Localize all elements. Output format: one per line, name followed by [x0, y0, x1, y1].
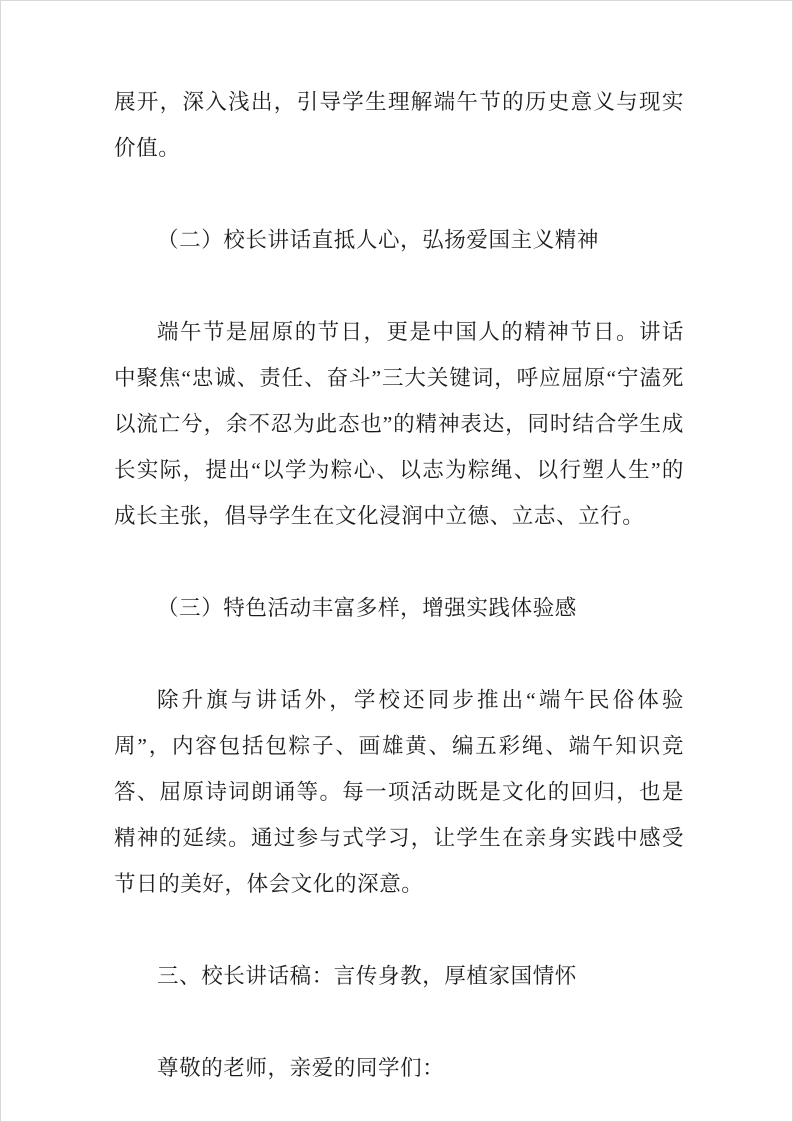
- speech-salutation: 尊敬的老师，亲爱的同学们：: [157, 1056, 445, 1080]
- paragraph-spacer: [114, 171, 684, 217]
- paragraph-spacer: [114, 999, 684, 1045]
- section-heading-two: （二）校长讲话直抵人心，弘扬爱国主义精神: [157, 228, 600, 252]
- paragraph-spacer: [114, 263, 684, 309]
- section-two-body: 端午节是屈原的节日，更是中国人的精神节日。讲话中聚焦“忠诚、责任、奋斗”三大关键词，呼应屈原“宁溘死以流亡兮，余不忍为此态也”的精神表达，同时结合学生成长实际，提出“以学为粽心、以志为粽绳、以行塑人生”的成长主张，倡导学生在文化浸润中立德、立志、立行。: [114, 320, 684, 528]
- paragraph-spacer: [114, 539, 684, 585]
- section-heading-four: 三、校长讲话稿：言传身教，厚植家国情怀: [157, 964, 577, 988]
- section-heading-three: （三）特色活动丰富多样，增强实践体验感: [157, 596, 577, 620]
- paragraph-spacer: [114, 907, 684, 953]
- page-text-column: [114, 79, 684, 1091]
- paragraph-spacer: [114, 631, 684, 677]
- section-three-body: 除升旗与讲话外，学校还同步推出“端午民俗体验周”，内容包括包粽子、画雄黄、编五彩绳、端午知识竞答、屈原诗词朗诵等。每一项活动既是文化的回归，也是精神的延续。通过参与式学习，让学生在亲身实践中感受节日的美好，体会文化的深意。: [114, 688, 684, 896]
- paragraph-continued: 展开，深入浅出，引导学生理解端午节的历史意义与现实价值。: [114, 90, 684, 160]
